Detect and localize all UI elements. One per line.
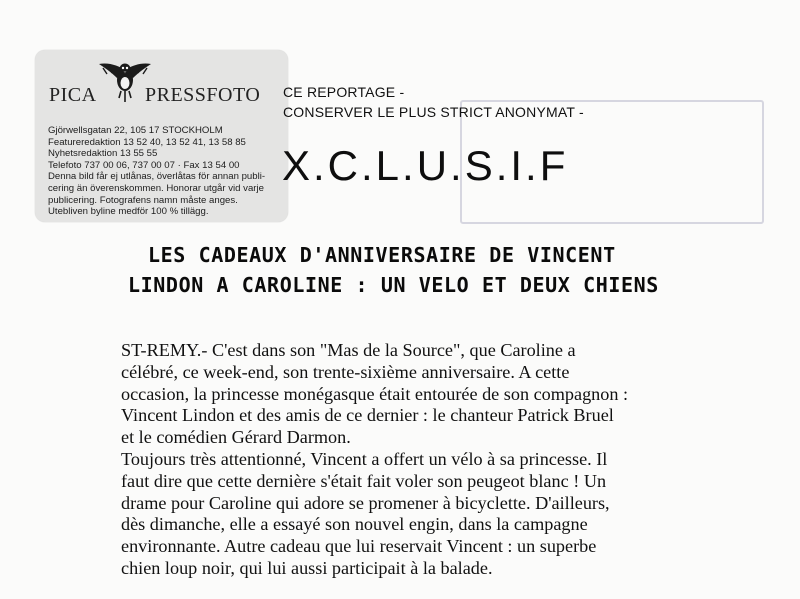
sticker-line: Utebliven byline medför 100 % tillägg. (48, 206, 209, 218)
body-line: Toujours très attentionné, Vincent a offert un vélo à sa princesse. Il (121, 448, 608, 469)
sticker-address-block (48, 125, 283, 218)
body-line: occasion, la princesse monégasque était entourée de son compagnon : (121, 383, 629, 404)
sticker-line: Featureredaktion 13 52 40, 13 52 41, 13 58 85 (48, 136, 246, 148)
headline (110, 240, 750, 300)
article-body (121, 340, 741, 580)
sticker-line: Nyhetsredaktion 13 55 55 (48, 148, 158, 160)
sticker-line: Gjörwellsgatan 22, 105 17 STOCKHOLM (48, 125, 223, 136)
body-line: faut dire que cette dernière s'était fait voler son peugeot blanc ! Un (121, 470, 607, 491)
sticker-line: Telefoto 737 00 06, 737 00 07 · Fax 13 54 00 (48, 159, 240, 171)
sticker-line: cering än överenskommen. Honorar utgår vid varje (48, 182, 264, 194)
exclusif-title: X.C.L.U.S.I.F (282, 142, 569, 189)
pressfoto-sticker (35, 50, 288, 222)
body-line: drame pour Caroline qui adore se promener à bicyclette. D'ailleurs, (121, 492, 610, 513)
body-line: Vincent Lindon et des amis de ce dernier : le chanteur Patrick Bruel (121, 405, 614, 426)
body-line: et le comédien Gérard Darmon. (121, 427, 351, 448)
header-line-2: CONSERVER LE PLUS STRICT ANONYMAT - (283, 104, 584, 120)
header-line-1: CE REPORTAGE - (283, 84, 405, 100)
body-line: célébré, ce week-end, son trente-sixième anniversaire. A cette (121, 361, 570, 382)
headline-line-2: LINDON A CAROLINE : UN VELO ET DEUX CHIENS (128, 273, 659, 297)
sticker-line: Denna bild får ej utlånas, överlåtas för annan publi- (48, 171, 266, 183)
body-line: environnante. Autre cadeau que lui reservait Vincent : un superbe (121, 536, 597, 557)
brand-right: PRESSFOTO (145, 84, 261, 106)
sticker-logo-row (49, 80, 279, 112)
sticker-line: publicering. Fotografens namn måste anges. (48, 194, 238, 206)
body-line: ST-REMY.- C'est dans son "Mas de la Source", que Caroline a (121, 340, 576, 360)
body-line: chien loup noir, qui lui aussi participait à la balade. (121, 557, 493, 578)
headline-line-1: LES CADEAUX D'ANNIVERSAIRE DE VINCENT (148, 243, 616, 267)
brand-left: PICA (49, 84, 97, 106)
body-line: dès dimanche, elle a essayé son nouvel engin, dans la campagne (121, 514, 588, 535)
